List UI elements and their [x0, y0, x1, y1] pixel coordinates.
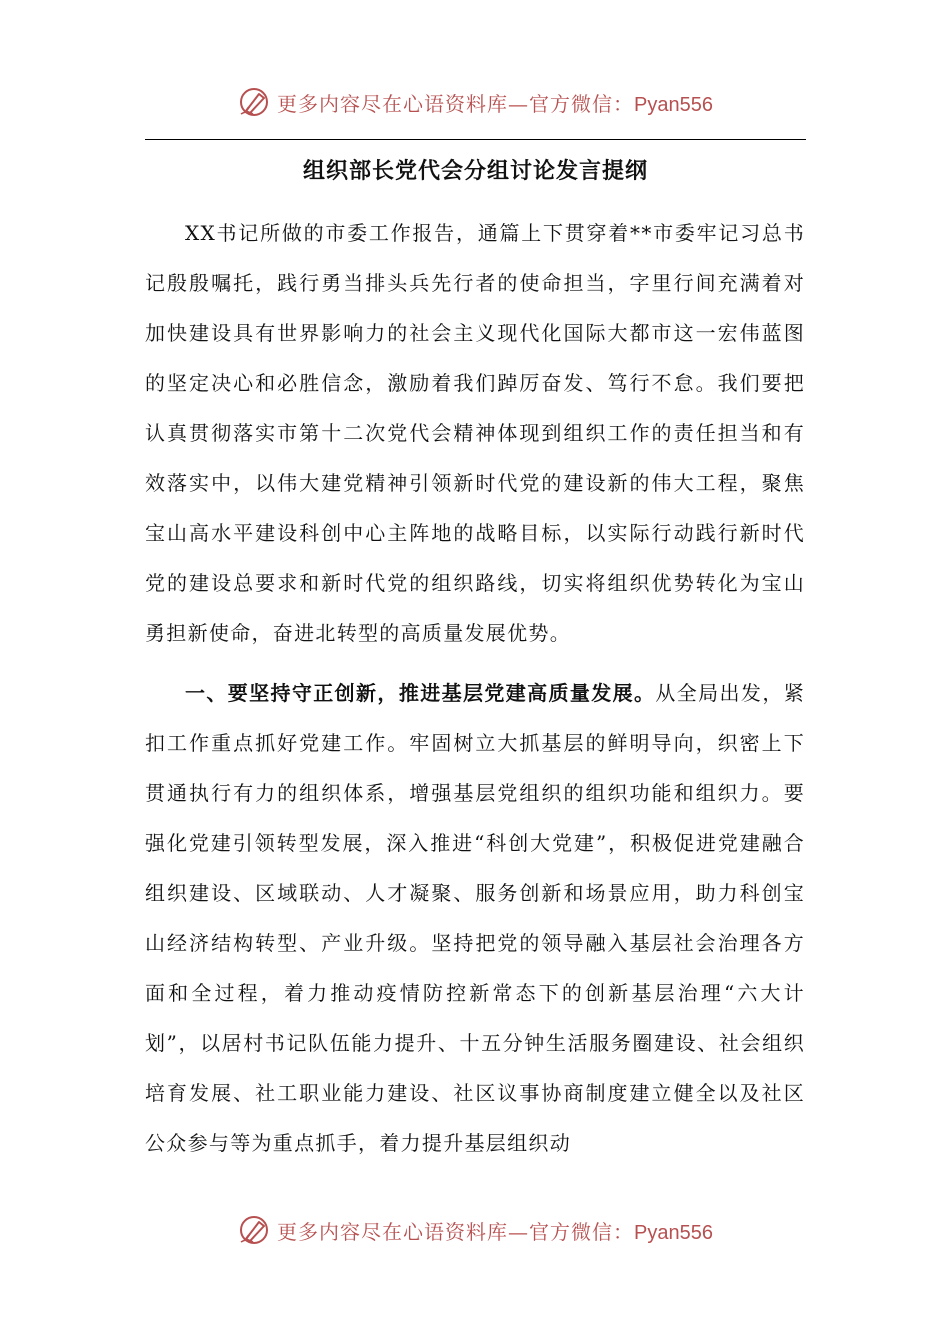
watermark-wechat-id: Pyan556 — [634, 93, 713, 116]
watermark-label: 更多内容尽在心语资料库—官方微信： — [277, 91, 635, 116]
paragraph-section-one — [145, 668, 805, 1168]
pen-nib-logo-icon — [237, 85, 271, 119]
watermark-label: 更多内容尽在心语资料库—官方微信： — [277, 1219, 635, 1244]
section-one-heading: 一、要坚持守正创新，推进基层党建高质量发展。 — [185, 681, 656, 705]
header-divider — [145, 139, 806, 140]
watermark-wechat-id: Pyan556 — [634, 1221, 713, 1244]
header-watermark — [0, 82, 950, 122]
document-title: 组织部长党代会分组讨论发言提纲 — [302, 159, 648, 184]
footer-watermark — [0, 1210, 950, 1250]
pen-nib-logo-icon — [237, 1213, 271, 1247]
paragraph-intro: XX书记所做的市委工作报告，通篇上下贯穿着**市委牢记习总书记殷殷嘱托，践行勇当排头兵先行者的使命担当，字里行间充满着对加快建设具有世界影响力的社会主义现代化国际大都市这一宏伟蓝图的坚定决心和必胜信念，激励着我们踔厉奋发、笃行不怠。我们要把认真贯彻落实市第十二次党代会精神体现到组织工作的责任担当和有效落实中，以伟大建党精神引领新时代党的建设新的伟大工程，聚焦宝山高水平建设科创中心主阵地的战略目标，以实际行动践行新时代党的建设总要求和新时代党的组织路线，切实将组织优势转化为宝山勇担新使命，奋进北转型的高质量发展优势。 — [145, 221, 805, 645]
watermark-text — [277, 1216, 713, 1245]
section-one-body: 从全局出发，紧扣工作重点抓好党建工作。牢固树立大抓基层的鲜明导向，织密上下贯通执行有力的组织体系，增强基层党组织的组织功能和组织力。要强化党建引领转型发展，深入推进“科创大党建”，积极促进党建融合组织建设、区域联动、人才凝聚、服务创新和场景应用，助力科创宝山经济结构转型、产业升级。坚持把党的领导融入基层社会治理各方面和全过程，着力推动疫情防控新常态下的创新基层治理“六大计划”，以居村书记队伍能力提升、十五分钟生活服务圈建设、社会组织培育发展、社工职业能力建设、社区议事协商制度建立健全以及社区公众参与等为重点抓手，着力提升基层组织动 — [145, 681, 805, 1155]
watermark-text — [277, 88, 713, 117]
